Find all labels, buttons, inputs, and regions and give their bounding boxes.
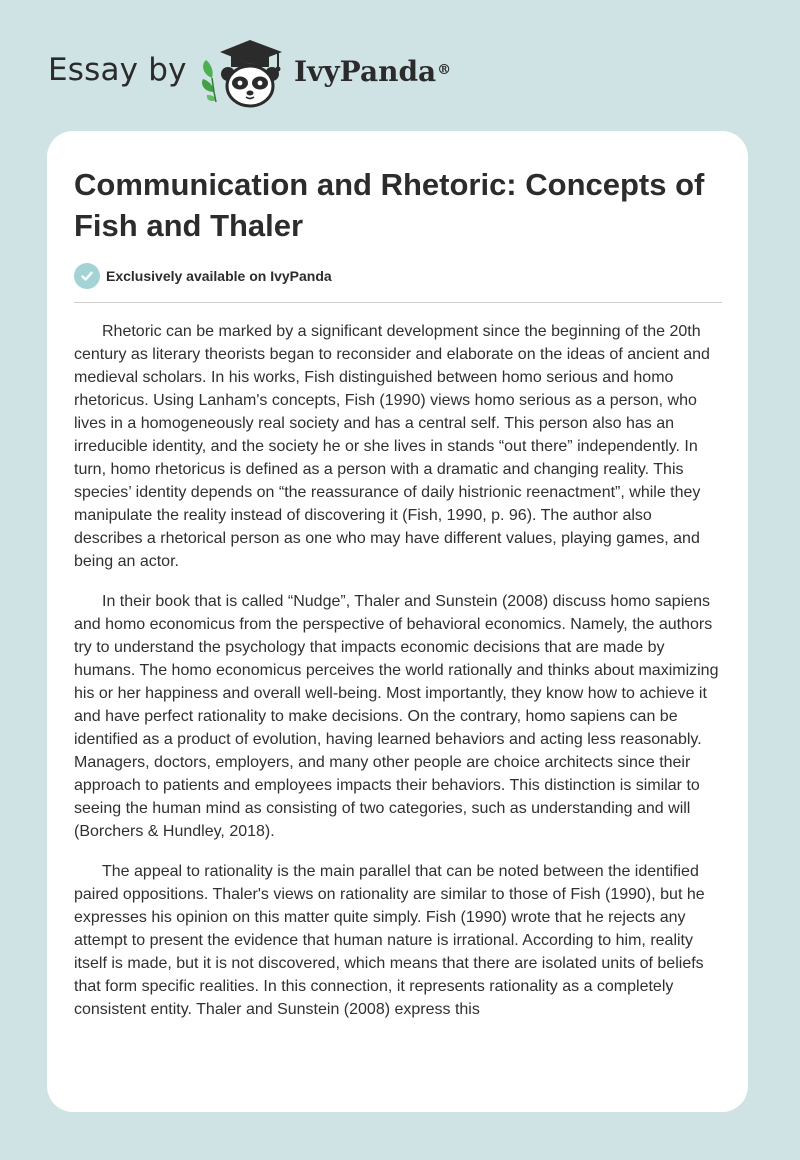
ivy-leaf-icon (202, 60, 216, 102)
paragraph: In their book that is called “Nudge”, Thaler and Sunstein (2008) discuss homo sapiens and homo economicus from the perspective of behavioral economics. Namely, the authors try to understand the psychology that impacts economic decisions that are made by humans. The homo economicus perceives the world rationally and thinks about maximizing his or her happiness and overall well-being. Most importantly, they know how to achieve it and have perfect rationality to make decisions. On the contrary, homo sapiens can be identified as a product of evolution, having learned behaviors and acting less reasonably. Managers, doctors, employers, and many other people are choice architects since their approach to patients and employees impacts their behaviors. This distinction is similar to seeing the human mind as consisting of two categories, such as understanding and will (Borchers & Hundley, 2018). (74, 593, 719, 840)
site-header (0, 0, 800, 130)
exclusive-badge (74, 263, 332, 289)
exclusive-label: Exclusively available on IvyPanda (106, 268, 332, 284)
essay-body (74, 320, 722, 1038)
brand-name[interactable] (294, 52, 451, 92)
essay-title: Communication and Rhetoric: Concepts of Fish and Thaler (74, 167, 705, 243)
brand-name-text: IvyPanda (294, 55, 437, 88)
registered-mark: ® (437, 62, 452, 78)
essay-card (47, 131, 748, 1112)
check-icon (74, 263, 100, 289)
divider (74, 302, 722, 303)
paragraph: The appeal to rationality is the main parallel that can be noted between the identified paired oppositions. Thaler's views on rationality are similar to those of Fish (1990), but he expresses his opinion on this matter quite simply. Fish (1990) wrote that he rejects any attempt to present the evidence that human nature is irrational. According to him, reality itself is made, but it is not discovered, which means that there are isolated units of beliefs that form specific realities. In this connection, it represents rationality as a completely consistent entity. Thaler and Sunstein (2008) express this (74, 863, 705, 1018)
paragraph: Rhetoric can be marked by a significant development since the beginning of the 20th century as literary theorists began to reconsider and elaborate on the ideas of ancient and medieval scholars. In his works, Fish distinguished between homo serious and homo rhetoricus. Using Lanham's concepts, Fish (1990) views homo serious as a person, who lives in a homogeneously real society and has a central self. This person also has an irreducible identity, and the society he or she lives in stands “out there” independently. In turn, homo rhetoricus is defined as a person with a dramatic and changing reality. This species’ identity depends on “the reassurance of daily histrionic reenactment”, while they manipulate the reality instead of discovering it (Fish, 1990, p. 96). The author also describes a rhetorical person as one who may have different values, playing games, and being an actor. (74, 323, 710, 570)
panda-logo-icon[interactable] (198, 34, 294, 110)
essay-by-label: Essay by (48, 52, 187, 88)
